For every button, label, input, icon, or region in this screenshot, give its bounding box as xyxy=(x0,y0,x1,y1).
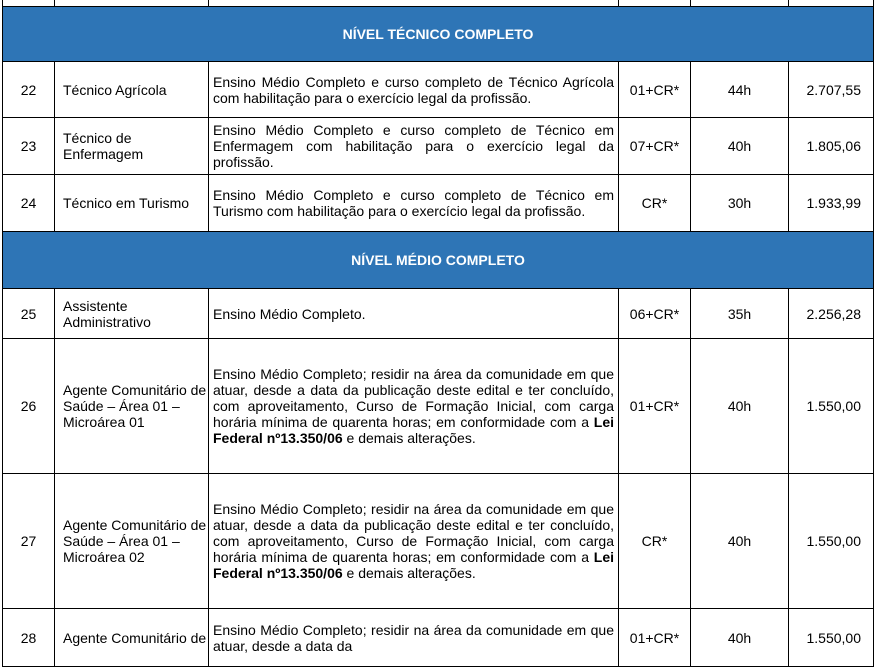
row-number: 26 xyxy=(3,339,55,474)
hours: 44h xyxy=(691,62,789,118)
requirements-text-end: e demais alterações. xyxy=(342,565,476,581)
salary: 1.805,06 xyxy=(789,118,874,175)
cargo-name: Agente Comunitário de xyxy=(55,609,209,667)
row-number: 22 xyxy=(3,62,55,118)
hours: 40h xyxy=(691,609,789,667)
row-number: 27 xyxy=(3,474,55,609)
vacancies: 01+CR* xyxy=(619,339,691,474)
requirements-text: Ensino Médio Completo; residir na área da comunidade em que atuar, desde a data da publicação deste edital e ter concluído, com aproveitamento, Curso de Formação Inicial, com carga horária mínima de quarenta horas; em conformidade com a xyxy=(213,501,614,565)
hours: 40h xyxy=(691,339,789,474)
section-title: NÍVEL MÉDIO COMPLETO xyxy=(3,232,874,289)
cargo-name: Técnico Agrícola xyxy=(55,62,209,118)
hours: 35h xyxy=(691,289,789,339)
requirements-text: Ensino Médio Completo; residir na área da comunidade em que atuar, desde a data da publicação deste edital e ter concluído, com aproveitamento, Curso de Formação Inicial, com carga horária mínima de quarenta horas; em conformidade com a xyxy=(213,366,614,430)
requirements: Ensino Médio Completo e curso completo de Técnico em Turismo com habilitação para o exercício legal da profissão. xyxy=(209,175,619,232)
hours: 40h xyxy=(691,118,789,175)
section-header-tecnico xyxy=(3,7,874,62)
salary: 2.256,28 xyxy=(789,289,874,339)
table-row xyxy=(3,118,874,175)
cargo-name: Agente Comunitário de Saúde – Área 01 – Microárea 01 xyxy=(55,339,209,474)
requirements: Ensino Médio Completo e curso completo de Técnico Agrícola com habilitação para o exercício legal da profissão. xyxy=(209,62,619,118)
table-row xyxy=(3,62,874,118)
vacancies: 01+CR* xyxy=(619,609,691,667)
salary: 2.707,55 xyxy=(789,62,874,118)
row-number: 24 xyxy=(3,175,55,232)
requirements: Ensino Médio Completo e curso completo de Técnico em Enfermagem com habilitação para o exercício legal da profissão. xyxy=(209,118,619,175)
table-row xyxy=(3,339,874,474)
table-row xyxy=(3,609,874,667)
hours: 30h xyxy=(691,175,789,232)
requirements-text-end: e demais alterações. xyxy=(342,430,476,446)
law-reference: Lei Federal nº13.350/06 xyxy=(213,414,614,446)
vacancies: 06+CR* xyxy=(619,289,691,339)
salary: 1.550,00 xyxy=(789,339,874,474)
hours: 40h xyxy=(691,474,789,609)
positions-table xyxy=(2,0,874,667)
table-row xyxy=(3,175,874,232)
section-header-medio xyxy=(3,232,874,289)
requirements: Ensino Médio Completo; residir na área da comunidade em que atuar, desde a data da xyxy=(209,609,619,667)
salary: 1.550,00 xyxy=(789,474,874,609)
requirements xyxy=(209,474,619,609)
vacancies: CR* xyxy=(619,474,691,609)
vacancies: 01+CR* xyxy=(619,62,691,118)
salary: 1.933,99 xyxy=(789,175,874,232)
row-number: 25 xyxy=(3,289,55,339)
cargo-name: Técnico em Turismo xyxy=(55,175,209,232)
table-row xyxy=(3,289,874,339)
cargo-name: Assistente Administrativo xyxy=(55,289,209,339)
requirements xyxy=(209,339,619,474)
cargo-name: Técnico de Enfermagem xyxy=(55,118,209,175)
vacancies: 07+CR* xyxy=(619,118,691,175)
section-title: NÍVEL TÉCNICO COMPLETO xyxy=(3,7,874,62)
table-row xyxy=(3,474,874,609)
row-number: 28 xyxy=(3,609,55,667)
vacancies: CR* xyxy=(619,175,691,232)
cargo-name: Agente Comunitário de Saúde – Área 01 – Microárea 02 xyxy=(55,474,209,609)
salary: 1.550,00 xyxy=(789,609,874,667)
requirements: Ensino Médio Completo. xyxy=(209,289,619,339)
row-number: 23 xyxy=(3,118,55,175)
law-reference: Lei Federal nº13.350/06 xyxy=(213,549,614,581)
